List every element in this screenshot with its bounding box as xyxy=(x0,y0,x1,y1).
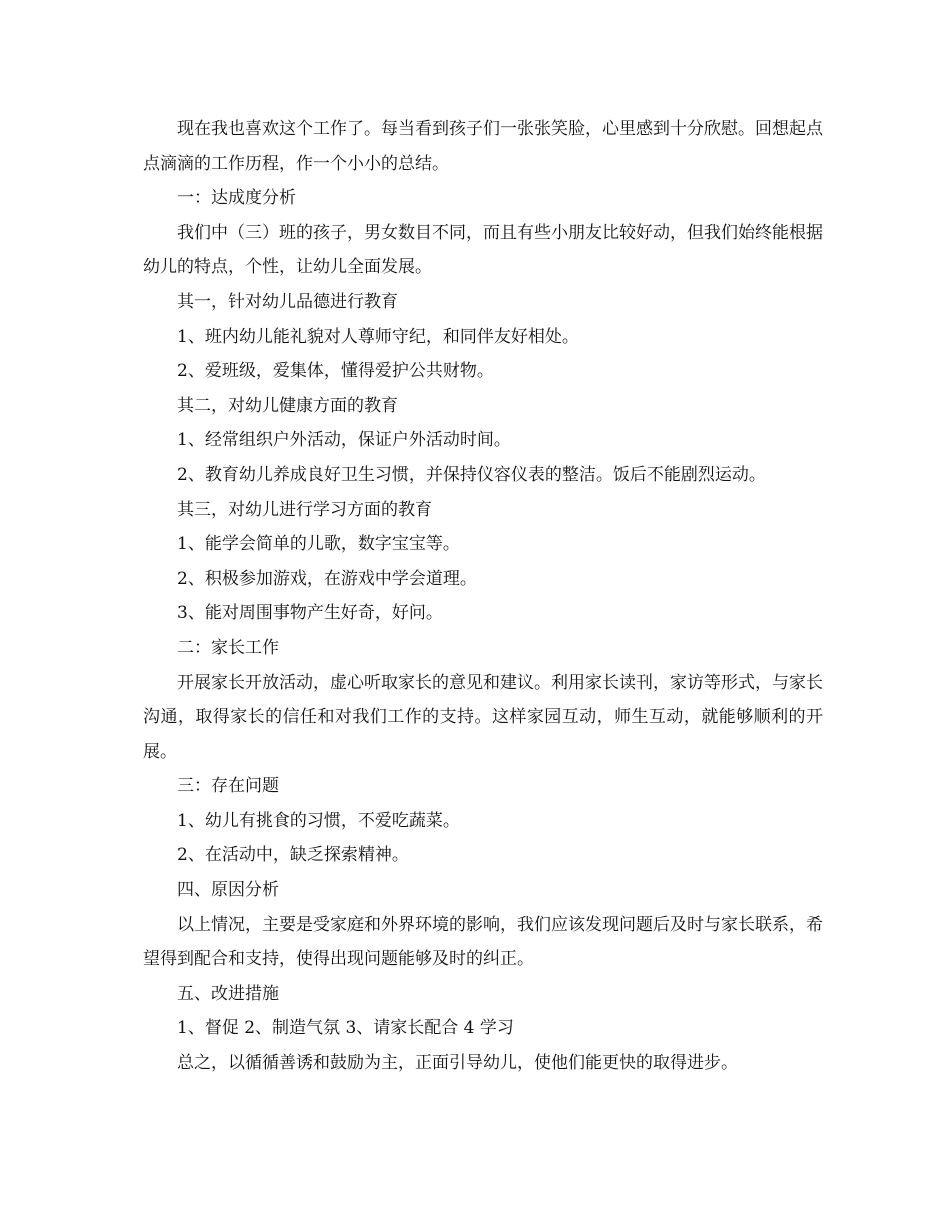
heading-parent-work: 二：家长工作 xyxy=(177,637,279,658)
paragraph-class-overview: 我们中（三）班的孩子，男女数目不同，而且有些小朋友比较好动，但我们始终能根据幼儿的特点，个性，让幼儿全面发展。 xyxy=(143,222,823,278)
heading-improvement-measures: 五、改进措施 xyxy=(177,983,279,1004)
list-item: 1、班内幼儿能礼貌对人尊师守纪，和同伴友好相处。 xyxy=(177,326,579,347)
heading-cause-analysis: 四、原因分析 xyxy=(177,880,279,901)
subheading-learning-education: 其三，对幼儿进行学习方面的教育 xyxy=(177,499,432,520)
list-item: 2、在活动中，缺乏探索精神。 xyxy=(177,845,409,866)
paragraph-conclusion: 总之，以循循善诱和鼓励为主，正面引导幼儿，使他们能更快的取得进步。 xyxy=(177,1053,738,1074)
list-item: 1、督促 2、制造气氛 3、请家长配合 4 学习 xyxy=(177,1018,514,1039)
document-body xyxy=(143,112,823,1081)
paragraph-parent-work: 开展家长开放活动，虚心听取家长的意见和建议。利用家长读刊，家访等形式，与家长沟通，取得家长的信任和对我们工作的支持。这样家园互动，师生互动，就能够顺利的开展。 xyxy=(143,672,823,762)
list-item: 2、教育幼儿养成良好卫生习惯，并保持仪容仪表的整洁。饭后不能剧烈运动。 xyxy=(177,464,766,485)
paragraph-cause-analysis: 以上情况，主要是受家庭和外界环境的影响，我们应该发现问题后及时与家长联系，希望得到配合和支持，使得出现问题能够及时的纠正。 xyxy=(143,914,823,970)
subheading-health-education: 其二，对幼儿健康方面的教育 xyxy=(177,395,398,416)
subheading-moral-education: 其一，针对幼儿品德进行教育 xyxy=(177,291,398,312)
list-item: 2、爱班级，爱集体，懂得爱护公共财物。 xyxy=(177,361,494,382)
list-item: 2、积极参加游戏，在游戏中学会道理。 xyxy=(177,568,477,589)
list-item: 1、经常组织户外活动，保证户外活动时间。 xyxy=(177,430,511,451)
heading-existing-problems: 三：存在问题 xyxy=(177,776,279,797)
list-item: 1、幼儿有挑食的习惯，不爱吃蔬菜。 xyxy=(177,810,460,831)
list-item: 1、能学会简单的儿歌，数字宝宝等。 xyxy=(177,534,460,555)
heading-achievement-analysis: 一：达成度分析 xyxy=(177,188,296,209)
list-item: 3、能对周围事物产生好奇，好问。 xyxy=(177,603,443,624)
paragraph-intro: 现在我也喜欢这个工作了。每当看到孩子们一张张笑脸，心里感到十分欣慰。回想起点点滴滴的工作历程，作一个小小的总结。 xyxy=(143,119,823,174)
